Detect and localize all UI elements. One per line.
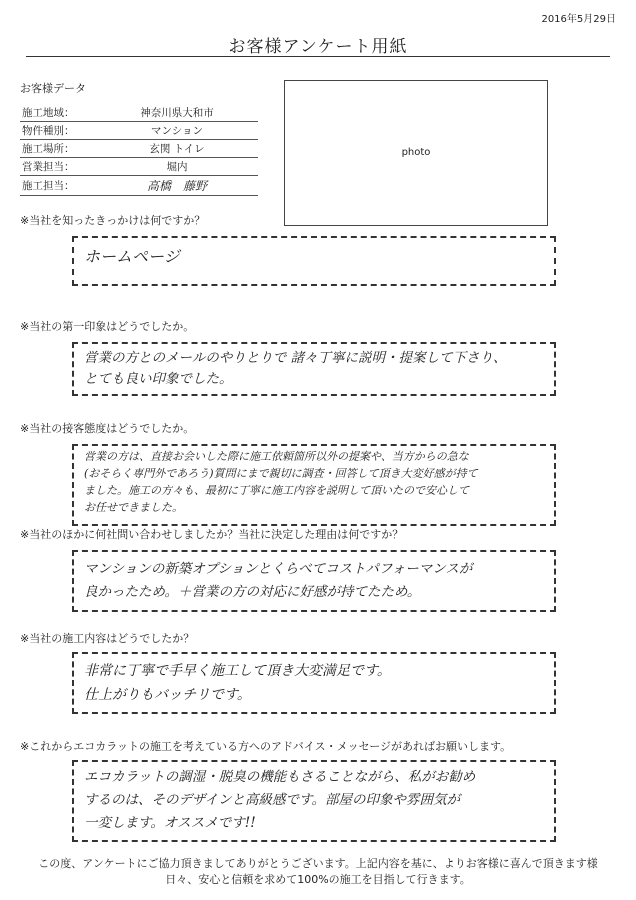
- question-3: ※当社の接客態度はどうでしたか。: [20, 422, 195, 435]
- customer-row-location: [20, 140, 258, 158]
- answer-box-2: [72, 342, 556, 396]
- question-4: ※当社のほかに何社問い合わせしましたか？当社に決定した理由は何ですか？: [20, 528, 404, 541]
- sales-rep-label: 営業担当：: [20, 158, 96, 176]
- answer-4: マンションの新築オプションとくらべてコストパフォーマンスが 良かったため。＋営業の方の対応に好感が持てたため。: [84, 561, 473, 600]
- location-label: 施工場所：: [20, 140, 96, 158]
- footer-line-2: 日々、安心と信頼を求めて100%の施工を目指して行きます。: [165, 873, 471, 886]
- property-type-value: マンション: [96, 122, 258, 140]
- question-5: ※当社の施工内容はどうでしたか？: [20, 632, 195, 645]
- customer-row-sales-rep: [20, 158, 258, 176]
- customer-row-installer: [20, 176, 258, 196]
- installer-label: 施工担当：: [20, 176, 96, 196]
- footer-message: [0, 856, 636, 888]
- customer-data-heading: お客様データ: [20, 82, 86, 95]
- page-title: お客様アンケート用紙: [228, 37, 408, 57]
- answer-box-5: [72, 652, 556, 714]
- title-underline: [26, 56, 610, 57]
- answer-box-6: [72, 760, 556, 842]
- question-2: ※当社の第一印象はどうでしたか。: [20, 320, 195, 333]
- sales-rep-value: 堀内: [96, 158, 258, 176]
- answer-1: ホームページ: [84, 247, 180, 266]
- answer-2: 営業の方とのメールのやりとりで 諸々丁寧に説明・提案して下さり、 とても良い印象でした。: [84, 350, 507, 387]
- customer-data-table: [20, 104, 258, 196]
- answer-3: 営業の方は、直接お会いした際に施工依頼箇所以外の提案や、当方からの急な (おそらく専門外であろう)質問にまで親切に調査・回答して頂き大変好感が持て ました。施工の方々も、最初に丁寧に施工内容を説明して頂いたので安心して お任せできました。: [84, 450, 478, 514]
- photo-label: photo: [401, 147, 431, 158]
- answer-5: 非常に丁寧で手早く施工して頂き大変満足です。 仕上がりもバッチリです。: [84, 663, 391, 703]
- photo-placeholder: [284, 80, 548, 226]
- area-label: 施工地域：: [20, 104, 96, 122]
- answer-box-3: [72, 444, 556, 526]
- area-value: 神奈川県大和市: [96, 104, 258, 122]
- customer-row-property-type: [20, 122, 258, 140]
- installer-value: 高橋 藤野: [96, 176, 258, 196]
- question-6: ※これからエコカラットの施工を考えている方へのアドバイス・メッセージがあればお願いします。: [20, 740, 512, 753]
- answer-6: エコカラットの調湿・脱臭の機能もさることながら、私がお勧め するのは、そのデザインと高級感です。部屋の印象や雰囲気が 一変します。オススメです!!: [84, 769, 476, 831]
- property-type-label: 物件種別：: [20, 122, 96, 140]
- customer-row-area: [20, 104, 258, 122]
- answer-box-1: [72, 236, 556, 286]
- answer-box-4: [72, 550, 556, 612]
- question-1: ※当社を知ったきっかけは何ですか？: [20, 214, 206, 227]
- location-value: 玄関 トイレ: [96, 140, 258, 158]
- footer-line-1: この度、アンケートにご協力頂きましてありがとうございます。上記内容を基に、よりお客様に喜んで頂きます様: [38, 857, 598, 870]
- survey-date: 2016年5月29日: [541, 14, 616, 25]
